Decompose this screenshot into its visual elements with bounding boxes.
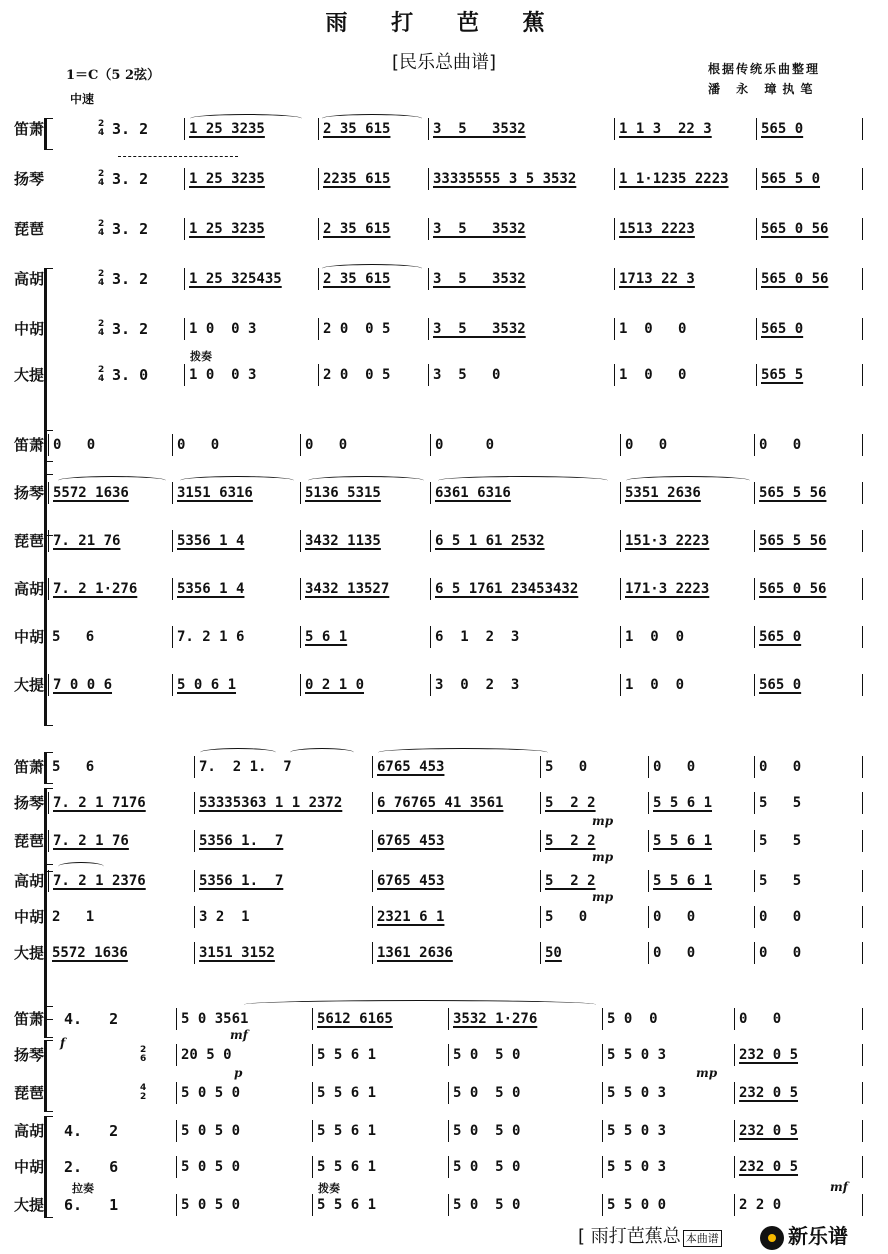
part-row bbox=[0, 118, 888, 158]
barline bbox=[862, 364, 863, 386]
measure: 0 0 bbox=[172, 434, 219, 456]
measure: 0 0 bbox=[620, 434, 667, 456]
measure: 5 6 bbox=[52, 629, 95, 645]
barline bbox=[862, 792, 863, 814]
measure: 2 0 0 5 bbox=[318, 318, 390, 340]
measure: 2 35 615 bbox=[318, 268, 390, 290]
measure: 0 0 bbox=[648, 906, 695, 928]
dynamic-mark: mf bbox=[830, 1180, 848, 1194]
measure: 5 2 2 bbox=[540, 792, 596, 814]
measure: 2 35 615 bbox=[318, 218, 390, 240]
measure: 5 5 6 1 bbox=[312, 1156, 376, 1178]
measure: 5 5 bbox=[754, 830, 801, 852]
measure: 2 2 0 bbox=[734, 1194, 781, 1216]
instrument-label: 大提 bbox=[13, 1196, 44, 1214]
time-signature: 2 4 bbox=[98, 319, 105, 338]
measure: 5 0 bbox=[540, 906, 587, 928]
barline bbox=[862, 1120, 863, 1142]
measure: 6 76765 41 3561 bbox=[372, 792, 503, 814]
measure: 1513 2223 bbox=[614, 218, 695, 240]
measure: 0 0 bbox=[754, 906, 801, 928]
measure: 3 0 2 3 bbox=[430, 674, 519, 696]
measure: 50 bbox=[540, 942, 562, 964]
measure: 565 5 56 bbox=[754, 482, 826, 504]
measure: 565 0 bbox=[754, 626, 801, 648]
measure: 1 0 0 bbox=[614, 364, 686, 386]
time-signature: 2 6 bbox=[140, 1045, 147, 1064]
pickup-notes: 6. 1 bbox=[64, 1196, 119, 1214]
measure: 565 0 56 bbox=[754, 578, 826, 600]
measure: 5612 6165 bbox=[312, 1008, 393, 1030]
measure: 0 0 bbox=[754, 756, 801, 778]
measure: 6 1 2 3 bbox=[430, 626, 519, 648]
barline bbox=[862, 626, 863, 648]
technique-note: 拨奏 bbox=[190, 350, 212, 363]
part-row bbox=[0, 268, 888, 308]
measure: 5 5 6 1 bbox=[312, 1082, 376, 1104]
measure: 0 0 bbox=[754, 942, 801, 964]
part-row bbox=[0, 482, 888, 522]
measure: 5 0 5 0 bbox=[448, 1156, 520, 1178]
time-signature: 2 4 bbox=[98, 269, 105, 288]
barline bbox=[862, 1082, 863, 1104]
measure: 5 2 2 bbox=[540, 830, 596, 852]
measure: 0 0 bbox=[300, 434, 347, 456]
instrument-label: 琵琶 bbox=[13, 832, 44, 850]
measure: 3151 6316 bbox=[172, 482, 253, 504]
measure: 5572 1636 bbox=[52, 945, 128, 961]
measure: 5 5 bbox=[754, 792, 801, 814]
dynamic-mark: f bbox=[60, 1036, 66, 1050]
part-row bbox=[0, 674, 888, 714]
barline bbox=[862, 756, 863, 778]
barline bbox=[862, 434, 863, 456]
measure: 53335363 1 1 2372 bbox=[194, 792, 342, 814]
part-row bbox=[0, 626, 888, 666]
measure: 151·3 2223 bbox=[620, 530, 709, 552]
measure: 0 2 1 0 bbox=[300, 674, 364, 696]
measure: 5 0 5 0 bbox=[448, 1194, 520, 1216]
measure: 6765 453 bbox=[372, 756, 444, 778]
measure: 5 5 6 1 bbox=[312, 1194, 376, 1216]
instrument-label: 笛萧 bbox=[13, 1010, 44, 1028]
measure: 2321 6 1 bbox=[372, 906, 444, 928]
measure: 1713 22 3 bbox=[614, 268, 695, 290]
dynamic-mark: mp bbox=[696, 1066, 718, 1080]
technique-note: 拨奏 bbox=[318, 1182, 340, 1195]
barline bbox=[862, 118, 863, 140]
measure: 7. 2 1 2376 bbox=[48, 870, 146, 892]
barline bbox=[862, 674, 863, 696]
measure: 5 0 6 1 bbox=[172, 674, 236, 696]
measure: 2 35 615 bbox=[318, 118, 390, 140]
dynamic-mark: mp bbox=[592, 890, 614, 904]
measure: 0 0 bbox=[754, 434, 801, 456]
measure: 6765 453 bbox=[372, 870, 444, 892]
part-row bbox=[0, 830, 888, 870]
measure: 6 5 1761 23453432 bbox=[430, 578, 578, 600]
measure: 20 5 0 bbox=[176, 1044, 232, 1066]
instrument-label: 笛萧 bbox=[13, 758, 44, 776]
instrument-label: 中胡 bbox=[13, 320, 44, 338]
measure: 232 0 5 bbox=[734, 1156, 798, 1178]
measure: 171·3 2223 bbox=[620, 578, 709, 600]
measure: 232 0 5 bbox=[734, 1082, 798, 1104]
barline bbox=[862, 1008, 863, 1030]
pickup-notes: 3. 0 bbox=[112, 366, 149, 384]
barline bbox=[862, 830, 863, 852]
measure: 565 0 bbox=[756, 318, 803, 340]
barline bbox=[862, 530, 863, 552]
measure: 5 6 bbox=[52, 759, 95, 775]
measure: 232 0 5 bbox=[734, 1044, 798, 1066]
pickup-notes: 3. 2 bbox=[112, 170, 149, 188]
part-row bbox=[0, 578, 888, 618]
measure: 5 5 6 1 bbox=[648, 792, 712, 814]
instrument-label: 笛萧 bbox=[13, 120, 44, 138]
measure: 565 0 bbox=[754, 674, 801, 696]
measure: 5 0 5 0 bbox=[176, 1082, 240, 1104]
measure: 5356 1 4 bbox=[172, 578, 244, 600]
dynamic-mark: mp bbox=[592, 850, 614, 864]
measure: 7. 21 76 bbox=[48, 530, 120, 552]
measure: 5 5 0 3 bbox=[602, 1044, 666, 1066]
instrument-label: 扬琴 bbox=[13, 1046, 44, 1064]
measure: 1 1·1235 2223 bbox=[614, 168, 729, 190]
measure: 3 5 3532 bbox=[428, 318, 526, 340]
measure: 5 2 2 bbox=[540, 870, 596, 892]
measure: 565 0 56 bbox=[756, 218, 828, 240]
measure: 5 5 0 3 bbox=[602, 1156, 666, 1178]
measure: 7. 2 1. 7 bbox=[194, 756, 292, 778]
part-row bbox=[0, 434, 888, 474]
measure: 3532 1·276 bbox=[448, 1008, 537, 1030]
part-row bbox=[0, 318, 888, 358]
instrument-label: 大提 bbox=[13, 676, 44, 694]
arranger-line-2: 潘 永 璋执笔 bbox=[708, 82, 819, 96]
pickup-notes: 3. 2 bbox=[112, 320, 149, 338]
dynamic-mark: mf bbox=[230, 1028, 248, 1042]
barline bbox=[862, 168, 863, 190]
pickup-notes: 2. 6 bbox=[64, 1158, 119, 1176]
measure: 5351 2636 bbox=[620, 482, 701, 504]
part-row bbox=[0, 756, 888, 796]
measure: 5 5 0 3 bbox=[602, 1082, 666, 1104]
record-icon bbox=[760, 1226, 784, 1250]
measure: 7. 2 1 6 bbox=[172, 626, 244, 648]
part-row bbox=[0, 906, 888, 946]
barline bbox=[862, 578, 863, 600]
instrument-label: 琵琶 bbox=[13, 220, 44, 238]
measure: 3432 13527 bbox=[300, 578, 389, 600]
measure: 7. 2 1 76 bbox=[48, 830, 129, 852]
measure: 3 5 0 bbox=[428, 364, 500, 386]
measure: 1361 2636 bbox=[372, 942, 453, 964]
measure: 1 0 0 bbox=[620, 626, 684, 648]
measure: 1 0 0 bbox=[614, 318, 686, 340]
measure: 1 25 325435 bbox=[184, 268, 282, 290]
watermark-box: 本曲谱 bbox=[683, 1230, 722, 1247]
part-row bbox=[0, 1082, 888, 1122]
measure: 565 5 bbox=[756, 364, 803, 386]
measure: 1 1 3 22 3 bbox=[614, 118, 712, 140]
measure: 3 5 3532 bbox=[428, 218, 526, 240]
measure: 2 0 0 5 bbox=[318, 364, 390, 386]
instrument-label: 琵琶 bbox=[13, 1084, 44, 1102]
part-row bbox=[0, 792, 888, 832]
pickup-notes: 4. 2 bbox=[64, 1122, 119, 1140]
measure: 1 0 0 3 bbox=[184, 318, 256, 340]
measure: 0 0 bbox=[648, 756, 695, 778]
instrument-label: 中胡 bbox=[13, 1158, 44, 1176]
instrument-label: 扬琴 bbox=[13, 484, 44, 502]
measure: 5 5 6 1 bbox=[648, 830, 712, 852]
measure: 5356 1. 7 bbox=[194, 830, 283, 852]
part-row bbox=[0, 1044, 888, 1084]
logo-text: 新乐谱 bbox=[788, 1224, 848, 1248]
measure: 5 0 5 0 bbox=[176, 1156, 240, 1178]
measure: 232 0 5 bbox=[734, 1120, 798, 1142]
barline bbox=[862, 1044, 863, 1066]
part-row bbox=[0, 1008, 888, 1048]
part-row bbox=[0, 870, 888, 910]
measure: 5 5 6 1 bbox=[312, 1120, 376, 1142]
time-signature: 2 4 bbox=[98, 365, 105, 384]
part-row bbox=[0, 1194, 888, 1234]
measure: 2235 615 bbox=[318, 168, 390, 190]
instrument-label: 高胡 bbox=[13, 1122, 44, 1140]
measure: 6765 453 bbox=[372, 830, 444, 852]
barline bbox=[862, 318, 863, 340]
instrument-label: 高胡 bbox=[13, 872, 44, 890]
pickup-notes: 4. 2 bbox=[64, 1010, 119, 1028]
measure: 5 0 5 0 bbox=[176, 1194, 240, 1216]
part-row bbox=[0, 1120, 888, 1160]
measure: 1 0 0 bbox=[620, 674, 684, 696]
measure: 5356 1. 7 bbox=[194, 870, 283, 892]
measure: 5 5 bbox=[754, 870, 801, 892]
measure: 5572 1636 bbox=[48, 482, 129, 504]
measure: 5 0 5 0 bbox=[448, 1082, 520, 1104]
instrument-label: 扬琴 bbox=[13, 794, 44, 812]
measure: 565 5 0 bbox=[756, 168, 820, 190]
part-row bbox=[0, 364, 888, 404]
barline bbox=[862, 906, 863, 928]
instrument-label: 高胡 bbox=[13, 270, 44, 288]
barline bbox=[862, 870, 863, 892]
barline bbox=[862, 942, 863, 964]
measure: 5 5 6 1 bbox=[648, 870, 712, 892]
measure: 3 2 1 bbox=[194, 906, 250, 928]
measure: 3 5 3532 bbox=[428, 118, 526, 140]
pickup-notes: 3. 2 bbox=[112, 270, 149, 288]
time-signature: 2 4 bbox=[98, 219, 105, 238]
measure: 5 0 3561 bbox=[176, 1008, 248, 1030]
measure: 5 0 5 0 bbox=[176, 1120, 240, 1142]
pickup-notes: 3. 2 bbox=[112, 120, 149, 138]
arranger-line-1: 根据传统乐曲整理 bbox=[708, 62, 821, 76]
dynamic-mark: mp bbox=[592, 814, 614, 828]
time-signature: 2 4 bbox=[98, 169, 105, 188]
barline bbox=[862, 1194, 863, 1216]
measure: 7. 2 1·276 bbox=[48, 578, 137, 600]
barline bbox=[862, 268, 863, 290]
instrument-label: 中胡 bbox=[13, 628, 44, 646]
measure: 0 0 bbox=[430, 434, 494, 456]
measure: 1 25 3235 bbox=[184, 118, 265, 140]
measure: 5356 1 4 bbox=[172, 530, 244, 552]
instrument-label: 琵琶 bbox=[13, 532, 44, 550]
measure: 565 0 bbox=[756, 118, 803, 140]
key-signature: 1＝C（5 2弦） bbox=[66, 68, 161, 83]
instrument-label: 笛萧 bbox=[13, 436, 44, 454]
measure: 0 0 bbox=[48, 434, 95, 456]
measure: 5136 5315 bbox=[300, 482, 381, 504]
time-signature: 2 4 bbox=[98, 119, 105, 138]
barline bbox=[862, 482, 863, 504]
instrument-label: 高胡 bbox=[13, 580, 44, 598]
score-title: 雨 打 芭 蕉 bbox=[325, 10, 563, 36]
part-row bbox=[0, 530, 888, 570]
time-signature: 4 2 bbox=[140, 1083, 147, 1102]
measure: 5 0 5 0 bbox=[448, 1044, 520, 1066]
measure: 0 0 bbox=[734, 1008, 781, 1030]
tempo-marking: 中速 bbox=[70, 92, 95, 106]
measure: 7. 2 1 7176 bbox=[48, 792, 146, 814]
measure: 5 5 6 1 bbox=[312, 1044, 376, 1066]
measure: 5 0 0 bbox=[602, 1008, 658, 1030]
measure: 5 6 1 bbox=[300, 626, 347, 648]
site-logo[interactable] bbox=[760, 1220, 848, 1250]
measure: 3151 3152 bbox=[194, 942, 275, 964]
instrument-label: 大提 bbox=[13, 366, 44, 384]
measure: 6 5 1 61 2532 bbox=[430, 530, 545, 552]
instrument-label: 扬琴 bbox=[13, 170, 44, 188]
measure: 6361 6316 bbox=[430, 482, 511, 504]
measure: 5 0 5 0 bbox=[448, 1120, 520, 1142]
instrument-label: 中胡 bbox=[13, 908, 44, 926]
measure: 33335555 3 5 3532 bbox=[428, 168, 576, 190]
measure: 3432 1135 bbox=[300, 530, 381, 552]
measure: 1 25 3235 bbox=[184, 218, 265, 240]
score-subtitle: [民乐总曲谱] bbox=[391, 52, 497, 73]
measure: 5 0 bbox=[540, 756, 587, 778]
watermark-text: [ 雨打芭蕉总 bbox=[578, 1226, 681, 1247]
measure: 7 0 0 6 bbox=[48, 674, 112, 696]
watermark bbox=[578, 1222, 722, 1248]
barline bbox=[862, 218, 863, 240]
measure: 5 5 0 0 bbox=[602, 1194, 666, 1216]
part-row bbox=[0, 168, 888, 208]
measure: 2 1 bbox=[52, 909, 95, 925]
measure: 5 5 0 3 bbox=[602, 1120, 666, 1142]
part-row bbox=[0, 942, 888, 982]
measure: 1 25 3235 bbox=[184, 168, 265, 190]
part-row bbox=[0, 1156, 888, 1196]
measure: 565 0 56 bbox=[756, 268, 828, 290]
measure: 1 0 0 3 bbox=[184, 364, 256, 386]
part-row bbox=[0, 218, 888, 258]
measure: 3 5 3532 bbox=[428, 268, 526, 290]
dynamic-mark: p bbox=[234, 1066, 243, 1080]
technique-note: 拉奏 bbox=[72, 1182, 94, 1195]
pickup-notes: 3. 2 bbox=[112, 220, 149, 238]
barline bbox=[862, 1156, 863, 1178]
measure: 0 0 bbox=[648, 942, 695, 964]
measure: 565 5 56 bbox=[754, 530, 826, 552]
instrument-label: 大提 bbox=[13, 944, 44, 962]
